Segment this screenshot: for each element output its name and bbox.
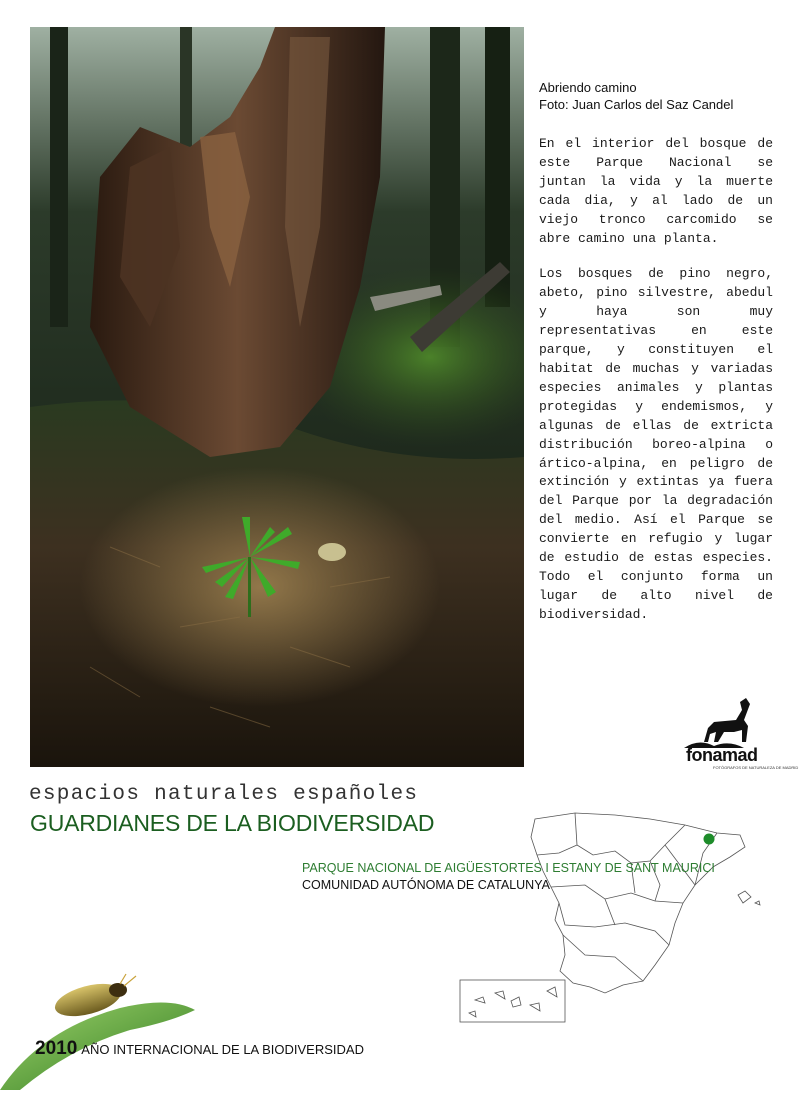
photo-credit: Foto: Juan Carlos del Saz Candel [539,97,734,112]
logo-wordmark: fonamad [686,745,758,765]
description [539,135,773,642]
region-name: COMUNIDAD AUTÓNOMA DE CATALUNYA [302,878,550,892]
park-name: PARQUE NACIONAL DE AIGÜESTORTES I ESTANY DE SANT MAURICI [302,861,715,875]
description-paragraph-2: Los bosques de pino negro, abeto, pino silvestre, abedul y haya son muy representativas en este parque, y constituyen el habitat de muchas y variadas especies animales y plantas protegidas y endemismos, y algunas de ellas de extricta distribución boreo-alpina o ártico-alpina, en peligro de extinción y extintas ya fuera del Parque por la degradación del medio. Así el Parque se convierte en refugio y lugar de estudio de estas especies. Todo el conjunto forma un lugar de alto nivel de biodiversidad. [539,266,773,622]
series-title: GUARDIANES DE LA BIODIVERSIDAD [30,810,435,836]
description-paragraph-1: En el interior del bosque de este Parque Nacional se juntan la vida y la muerte cada dia, y al lado de un viejo tronco carcomido se abre camino una planta. [539,136,773,246]
series-subtitle: espacios naturales españoles [29,783,419,806]
beetle-leaf-illustration [0,970,200,1090]
photo-title: Abriendo camino [539,80,637,95]
beetle-icon [0,970,200,1090]
photo-caption [539,79,779,113]
forest-photo-image [30,27,524,767]
ibex-icon [684,698,776,748]
spain-map [455,805,775,1030]
spain-map-outline [455,805,775,1030]
park-location-marker [704,834,715,845]
logo-tagline: FOTÓGRAFOS DE NATURALEZA DE MADRID [713,765,799,770]
footer [35,1038,364,1060]
footer-year: 2010 [35,1038,78,1059]
footer-text: AÑO INTERNACIONAL DE LA BIODIVERSIDAD [81,1042,364,1057]
forest-photo [30,27,524,767]
